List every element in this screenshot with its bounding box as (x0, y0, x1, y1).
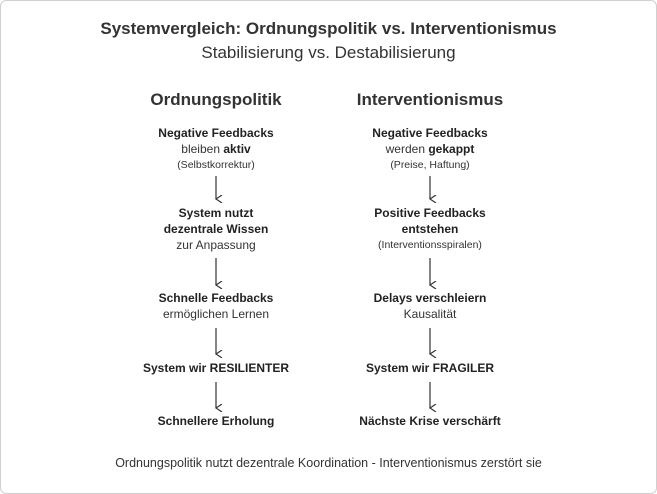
left-column-heading: Ordnungspolitik (150, 90, 282, 109)
right-node-1-note: (Preise, Haftung) (390, 159, 470, 171)
diagram-subtitle: Stabilisierung vs. Destabilisierung (201, 43, 456, 62)
right-node-2-title-1: Positive Feedbacks (374, 206, 486, 220)
left-node-1-note: (Selbstkorrektur) (177, 159, 255, 171)
left-node-5-title: Schnellere Erholung (157, 414, 275, 428)
left-node-3-text: ermöglichen Lernen (162, 307, 270, 321)
right-node-2-note: (Interventionsspiralen) (378, 239, 482, 251)
right-node-2-title-2: entstehen (401, 222, 459, 236)
left-node-4-title: System wir RESILIENTER (142, 361, 290, 375)
diagram-footer: Ordnungspolitik nutzt dezentrale Koordination - Interventionismus zerstört sie (115, 456, 542, 470)
diagram-title: Systemvergleich: Ordnungspolitik vs. Interventionismus (100, 19, 557, 38)
left-node-1-title: Negative Feedbacks (158, 126, 274, 140)
right-node-3-title: Delays verschleiern (373, 291, 487, 305)
left-node-1-emphasis: aktiv (223, 142, 251, 156)
right-node-1-emphasis: gekappt (428, 142, 475, 156)
right-node-4-title: System wir FRAGILER (365, 361, 495, 375)
left-node-1-pre: bleiben (181, 142, 224, 156)
right-node-1-pre: werden (385, 142, 429, 156)
left-node-3-title: Schnelle Feedbacks (158, 291, 274, 305)
right-node-1-title: Negative Feedbacks (372, 126, 488, 140)
right-node-3-text: Kausalität (403, 307, 457, 321)
left-node-2-title-2: dezentrale Wissen (163, 222, 269, 236)
right-node-5-title: Nächste Krise verschärft (359, 414, 501, 428)
right-column-heading: Interventionismus (356, 90, 504, 109)
left-node-2-title-1: System nutzt (178, 206, 254, 220)
left-node-2-text: zur Anpassung (176, 238, 256, 252)
